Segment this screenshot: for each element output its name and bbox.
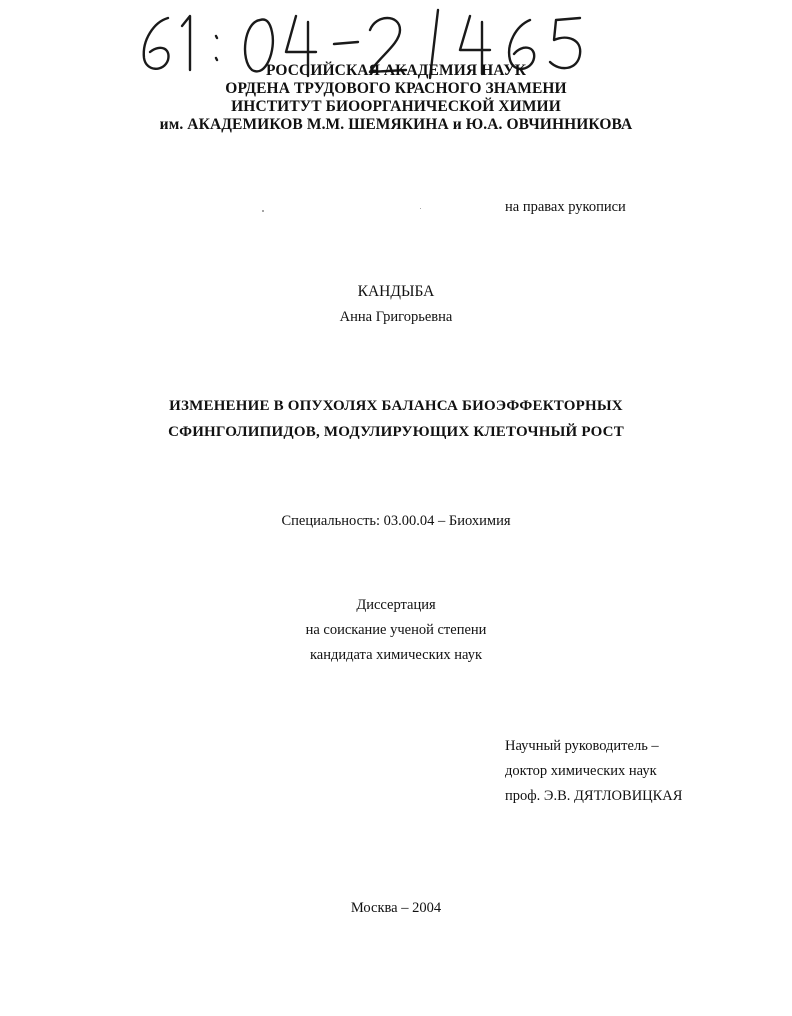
scan-speck bbox=[420, 208, 421, 209]
supervisor-line-3: проф. Э.В. ДЯТЛОВИЦКАЯ bbox=[505, 788, 683, 804]
title-line-1: ИЗМЕНЕНИЕ В ОПУХОЛЯХ БАЛАНСА БИОЭФФЕКТОРНЫХ bbox=[169, 398, 623, 414]
institution-line-4: им. АКАДЕМИКОВ М.М. ШЕМЯКИНА и Ю.А. ОВЧИННИКОВА bbox=[159, 116, 633, 133]
specialty: Специальность: 03.00.04 – Биохимия bbox=[281, 513, 511, 529]
title-line-2: СФИНГОЛИПИДОВ, МОДУЛИРУЮЩИХ КЛЕТОЧНЫЙ РОСТ bbox=[168, 424, 624, 440]
institution-line-3: ИНСТИТУТ БИООРГАНИЧЕСКОЙ ХИМИИ bbox=[231, 98, 561, 115]
author-last-name: КАНДЫБА bbox=[357, 283, 435, 300]
place-year: Москва – 2004 bbox=[350, 900, 442, 916]
scan-speck bbox=[262, 210, 264, 212]
institution-line-2: ОРДЕНА ТРУДОВОГО КРАСНОГО ЗНАМЕНИ bbox=[225, 80, 567, 97]
manuscript-note: на правах рукописи bbox=[505, 199, 626, 215]
supervisor-line-1: Научный руководитель – bbox=[505, 738, 659, 754]
degree-line-2: на соискание ученой степени bbox=[305, 622, 487, 638]
author-first-names: Анна Григорьевна bbox=[339, 309, 453, 325]
degree-line-3: кандидата химических наук bbox=[309, 647, 483, 663]
supervisor-line-2: доктор химических наук bbox=[505, 763, 657, 779]
institution-line-1: РОССИЙСКАЯ АКАДЕМИЯ НАУК bbox=[265, 62, 527, 79]
degree-line-1: Диссертация bbox=[356, 597, 436, 613]
